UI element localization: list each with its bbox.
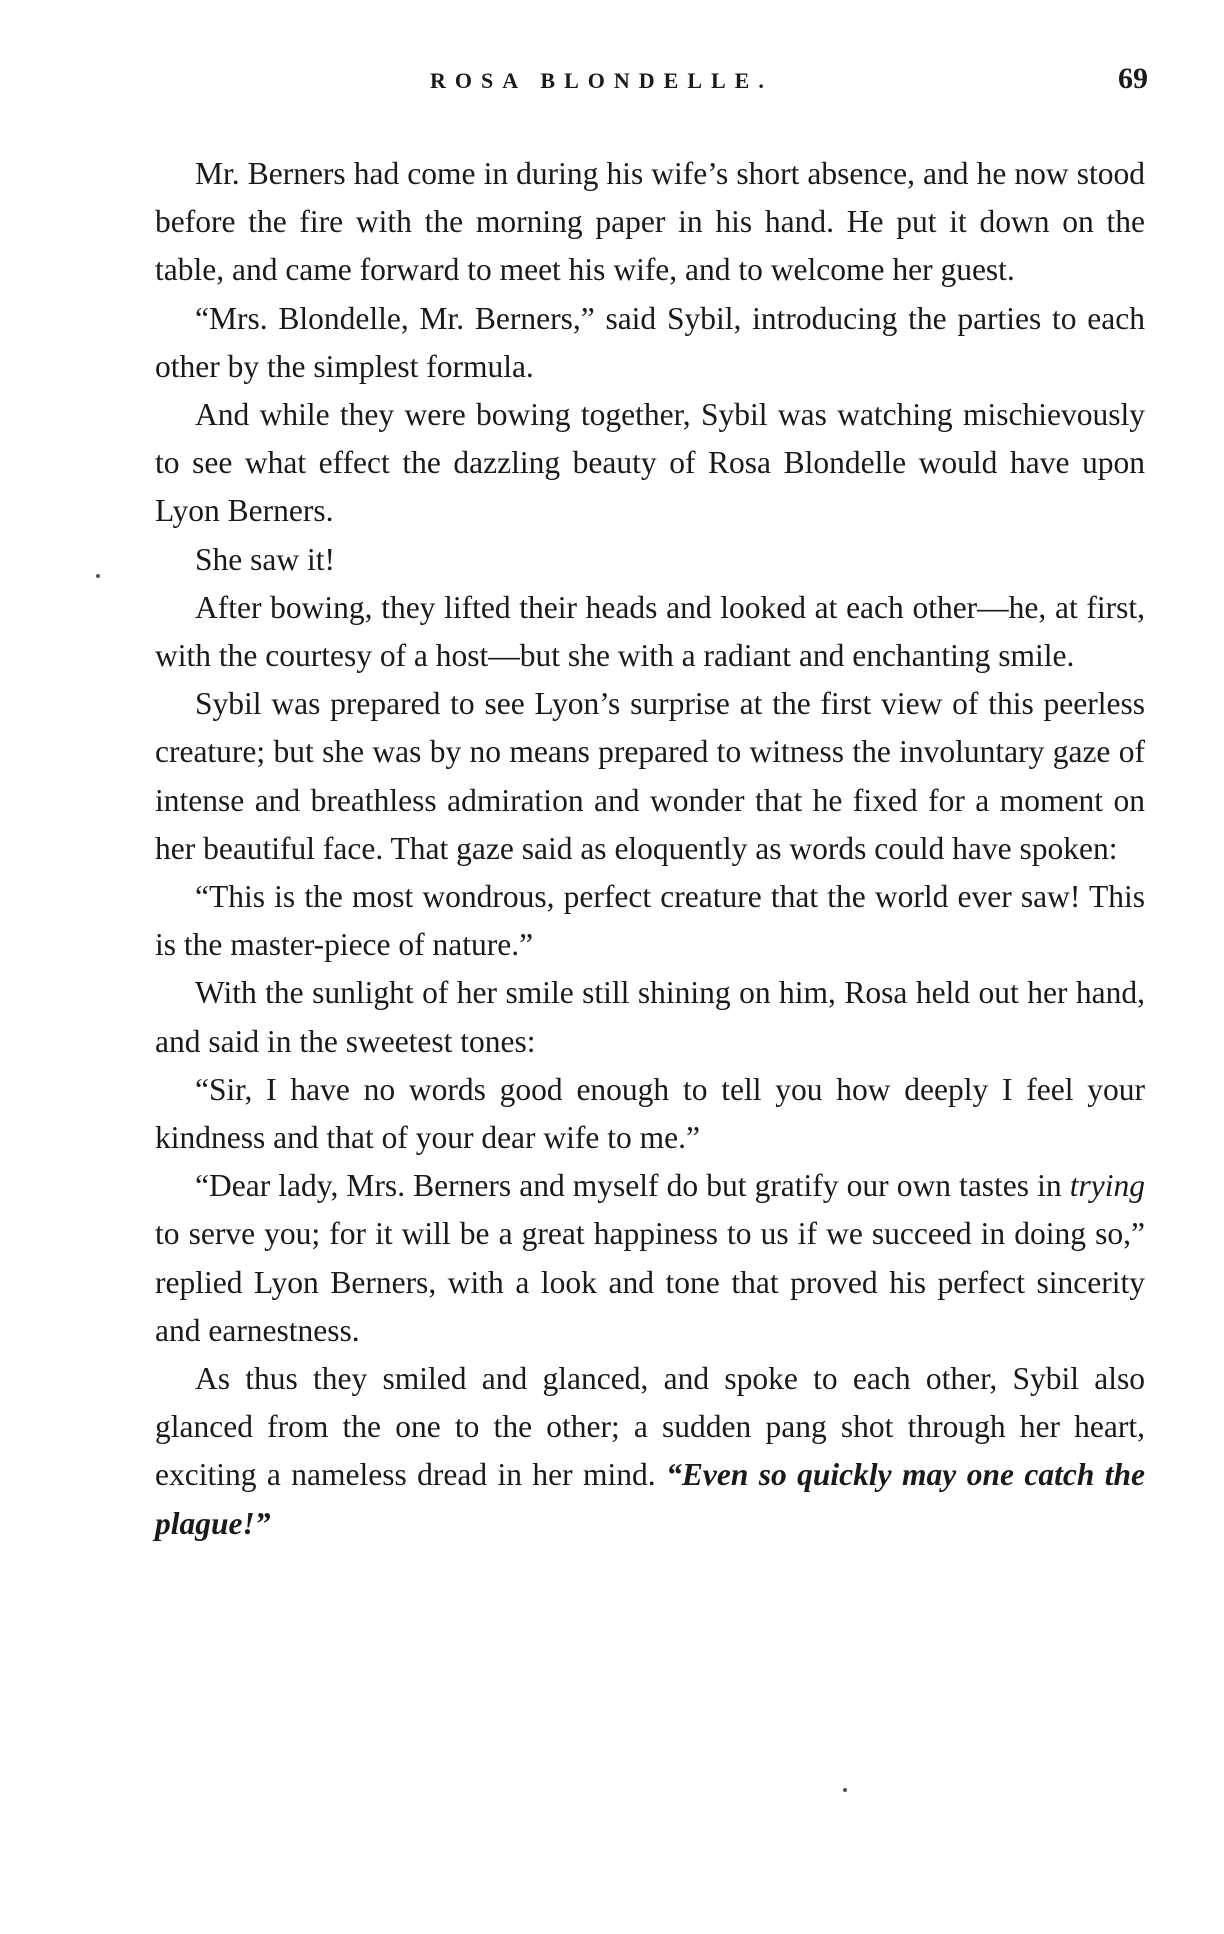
page-number: 69	[1118, 62, 1148, 95]
paragraph-10	[155, 1162, 1145, 1355]
paragraph-10-text-b: to serve you; for it will be a great happiness to us if we succeed in doing so,” replied Lyon Berners, with a look and tone that proved his perfect sincerity and earnestness.	[155, 1216, 1145, 1348]
paragraph-10-emphasis: trying	[1069, 1168, 1145, 1204]
paragraph-4: She saw it!	[195, 541, 335, 577]
paragraph-3: And while they were bowing together, Sybil was watching mischievously to see what effect the dazzling beauty of Rosa Blondelle would have upon Lyon Berners.	[155, 397, 1145, 529]
ink-speck	[843, 1788, 847, 1792]
ink-speck	[96, 574, 100, 578]
paragraph-11	[155, 1355, 1145, 1548]
paragraph-5: After bowing, they lifted their heads and looked at each other—he, at first, with the courtesy of a host—but she with a radiant and enchanting smile.	[155, 589, 1145, 674]
paragraph-11-emphasis: “Even so quickly may one catch the plague!”	[155, 1457, 1146, 1541]
paragraph-8: With the sunlight of her smile still shining on him, Rosa held out her hand, and said in the sweetest tones:	[155, 975, 1145, 1059]
paragraph-2: “Mrs. Blondelle, Mr. Berners,” said Sybil, introducing the parties to each other by the simplest formula.	[155, 300, 1145, 384]
paragraph-7: “This is the most wondrous, perfect creature that the world ever saw! This is the master-piece of nature.”	[155, 879, 1145, 963]
paragraph-9: “Sir, I have no words good enough to tell you how deeply I feel your kindness and that of your dear wife to me.”	[155, 1071, 1145, 1156]
paragraph-11-text-a: As thus they smiled and glanced, and spoke to each other, Sybil also glanced from the one to the other; a sudden pang shot through her heart, exciting a nameless dread in her mind.	[155, 1361, 1145, 1493]
paragraph-1: Mr. Berners had come in during his wife’s short absence, and he now stood before the fire with the morning paper in his hand. He put it down on the table, and came forward to meet his wife, and to welcome her guest.	[155, 156, 1145, 288]
running-head	[150, 62, 1150, 102]
paragraph-6: Sybil was prepared to see Lyon’s surprise at the first view of this peerless creature; but she was by no means prepared to witness the involuntary gaze of intense and breathless admiration and wonder that he fixed for a moment on her beautiful face. That gaze said as eloquently as words could have spoken:	[155, 686, 1145, 866]
body-text	[155, 150, 1145, 1548]
running-title: ROSA BLONDELLE.	[430, 68, 773, 93]
paragraph-10-text-a: “Dear lady, Mrs. Berners and myself do but gratify our own tastes in	[195, 1168, 1070, 1204]
